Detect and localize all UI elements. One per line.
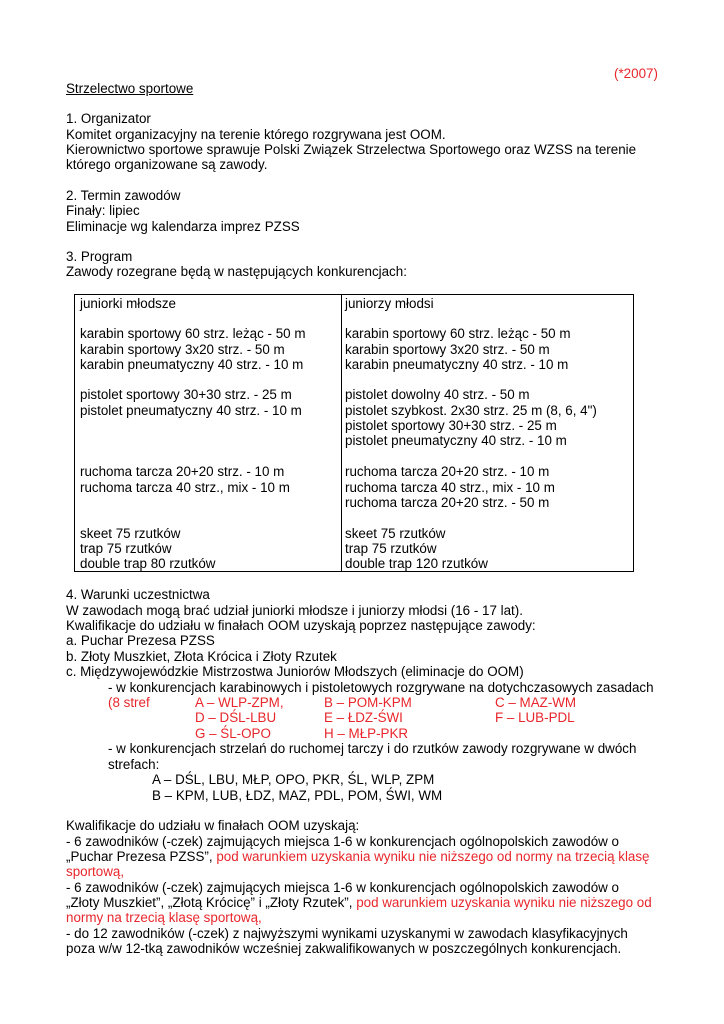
section-2-heading: 2. Termin zawodów <box>66 188 181 203</box>
table-cell: double trap 80 rzutków <box>80 556 216 571</box>
table-cell: karabin sportowy 60 strz. leżąc - 50 m <box>80 326 306 341</box>
section-3-heading: 3. Program <box>66 249 133 264</box>
section-3-intro: Zawody rozegrane będą w następujących konkurencjach: <box>66 264 407 279</box>
zones-label: (8 stref <box>108 695 150 710</box>
section-4-item-b: b. Złoty Muszkiet, Złota Krócica i Złoty Rzutek <box>66 649 337 664</box>
moving-target-rule: strefach: <box>108 757 160 772</box>
table-cell: pistolet pneumatyczny 40 strz. - 10 m <box>80 403 302 418</box>
section-1-line: którego organizowane są zawody. <box>66 157 268 172</box>
section-4-item-a: a. Puchar Prezesa PZSS <box>66 633 215 648</box>
table-divider <box>341 294 342 572</box>
table-cell: karabin sportowy 3x20 strz. - 50 m <box>80 342 285 357</box>
two-zones-a: A – DŚL, LBU, MŁP, OPO, PKR, ŚL, WLP, ZPM <box>152 772 435 787</box>
zone-item: D – DŚL-LBU <box>195 710 277 725</box>
qualification-line <box>66 849 650 865</box>
moving-target-rule: - w konkurencjach strzelań do ruchomej tarczy i do rzutków zawody rozgrywane w dwóch <box>108 741 637 756</box>
table-cell: karabin pneumatyczny 40 strz. - 10 m <box>80 357 304 372</box>
table-cell: ruchoma tarcza 20+20 strz. - 10 m <box>345 464 550 479</box>
table-cell: ruchoma tarcza 40 strz., mix - 10 m <box>345 480 555 495</box>
qualification-condition: sportową, <box>66 864 125 879</box>
section-4-heading: 4. Warunki uczestnictwa <box>66 587 210 602</box>
table-cell: ruchoma tarcza 40 strz., mix - 10 m <box>80 480 290 495</box>
table-header-juniorzy: juniorzy młodsi <box>345 296 434 311</box>
zone-item: H – MŁP-PKR <box>324 726 409 741</box>
page-title: Strzelectwo sportowe <box>66 81 194 96</box>
qualification-condition: pod warunkiem uzyskania wyniku nie niższego od normy na trzecią klasę <box>212 849 650 864</box>
zone-item: A – WLP-ZPM, <box>195 695 284 710</box>
zone-item: C – MAZ-WM <box>495 695 577 710</box>
section-4-item-c: c. Międzywojewódzkie Mistrzostwa Juniorów Młodszych (eliminacje do OOM) <box>66 664 524 679</box>
table-cell: double trap 120 rzutków <box>345 556 488 571</box>
qualification-condition: pod warunkiem uzyskania wyniku nie niższego od <box>352 895 652 910</box>
qualification-line <box>66 895 652 911</box>
qualification-line: - do 12 zawodników (-czek) z najwyższymi wynikami uzyskanymi w zawodach klasyfikacyjnych <box>66 926 628 941</box>
table-cell: karabin sportowy 3x20 strz. - 50 m <box>345 342 550 357</box>
qualification-text: „Puchar Prezesa PZSS”, <box>66 849 213 864</box>
table-cell: pistolet sportowy 30+30 strz. - 25 m <box>345 418 557 433</box>
table-header-juniorki: juniorki młodsze <box>80 296 177 311</box>
rifle-pistol-rule: - w konkurencjach karabinowych i pistoletowych rozgrywane na dotychczasowych zasadach <box>108 680 654 695</box>
qualification-line: - 6 zawodników (-czek) zajmujących miejsca 1-6 w konkurencjach ogólnopolskich zawodów o <box>66 880 619 895</box>
table-cell: skeet 75 rzutków <box>345 526 446 541</box>
table-cell: pistolet pneumatyczny 40 strz. - 10 m <box>345 433 567 448</box>
section-4-line: Kwalifikacje do udziału w finałach OOM uzyskają poprzez następujące zawody: <box>66 618 536 633</box>
qualification-line: - 6 zawodników (-czek) zajmujących miejsca 1-6 w konkurencjach ogólnopolskich zawodów o <box>66 834 619 849</box>
table-cell: pistolet szybkost. 2x30 strz. 25 m (8, 6, 4") <box>345 403 597 418</box>
section-2-line: Finały: lipiec <box>66 203 140 218</box>
qualification-line: poza w/w 12-tką zawodników wcześniej zakwalifikowanych w poszczególnych konkurencjach. <box>66 941 622 956</box>
zone-item: E – ŁDZ-ŚWI <box>324 710 403 725</box>
table-cell: pistolet dowolny 40 strz. - 50 m <box>345 387 530 402</box>
section-1-heading: 1. Organizator <box>66 111 151 126</box>
table-cell: karabin sportowy 60 strz. leżąc - 50 m <box>345 326 571 341</box>
year-tag: (*2007) <box>614 66 658 81</box>
table-cell: skeet 75 rzutków <box>80 526 181 541</box>
table-cell: ruchoma tarcza 20+20 strz. - 50 m <box>345 495 550 510</box>
zone-item: F – LUB-PDL <box>495 710 575 725</box>
section-4-line: W zawodach mogą brać udział juniorki młodsze i juniorzy młodsi (16 - 17 lat). <box>66 603 523 618</box>
zone-item: B – POM-KPM <box>324 695 412 710</box>
two-zones-b: B – KPM, LUB, ŁDZ, MAZ, PDL, POM, ŚWI, WM <box>152 788 443 803</box>
section-1-line: Komitet organizacyjny na terenie którego rozgrywana jest OOM. <box>66 127 446 142</box>
section-1-line: Kierownictwo sportowe sprawuje Polski Związek Strzelectwa Sportowego oraz WZSS na terenie <box>66 142 637 157</box>
table-cell: trap 75 rzutków <box>80 541 172 556</box>
zone-item: G – ŚL-OPO <box>195 726 271 741</box>
table-cell: trap 75 rzutków <box>345 541 437 556</box>
qualification-condition: normy na trzecią klasę sportową, <box>66 910 262 925</box>
table-cell: ruchoma tarcza 20+20 strz. - 10 m <box>80 464 285 479</box>
qualification-heading: Kwalifikacje do udziału w finałach OOM uzyskają: <box>66 818 360 833</box>
qualification-text: „Złoty Muszkiet”, „Złotą Krócicę” i „Złoty Rzutek”, <box>66 895 353 910</box>
section-2-line: Eliminacje wg kalendarza imprez PZSS <box>66 219 300 234</box>
table-cell: karabin pneumatyczny 40 strz. - 10 m <box>345 357 569 372</box>
table-cell: pistolet sportowy 30+30 strz. - 25 m <box>80 387 292 402</box>
